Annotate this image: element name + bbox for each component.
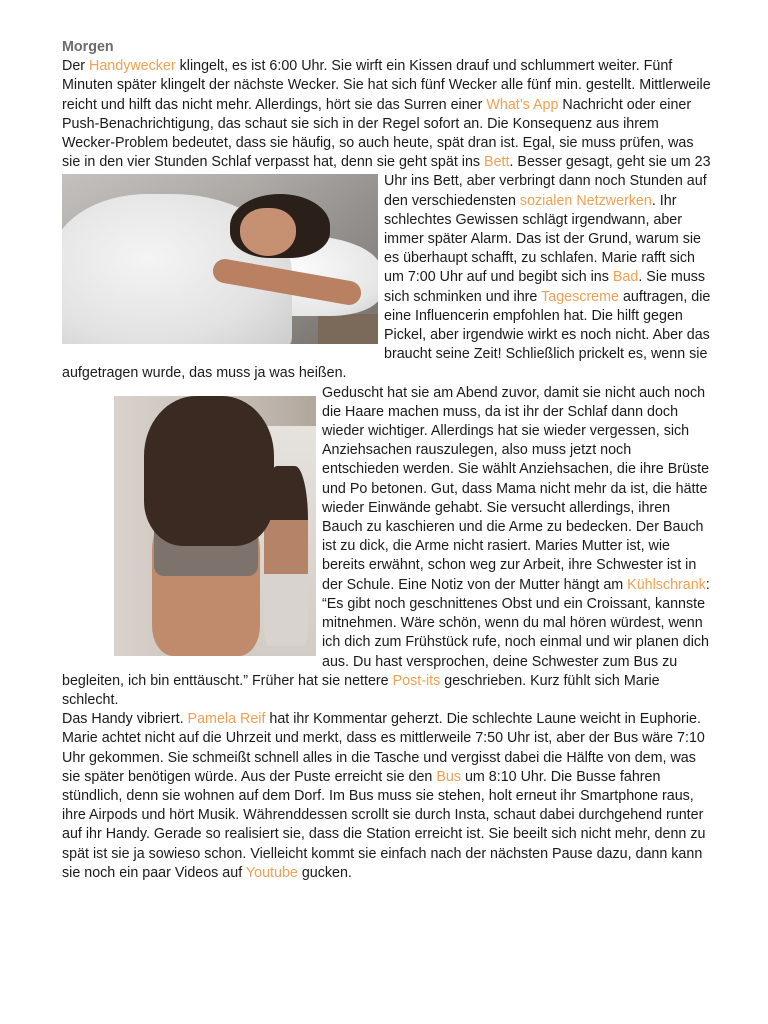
text: gucken. bbox=[297, 864, 352, 881]
article bbox=[62, 38, 712, 883]
text: . Ihr schlechtes Gewissen schlägt irgendwann, aber immer später Alarm. Das ist der Grund, warum sie es überhaupt schafft, zu schlafen. Marie rafft sich um 7:00 Uhr auf und begibt sich ins bbox=[384, 192, 702, 286]
link-handywecker[interactable]: Handywecker bbox=[89, 58, 176, 75]
text: : “Es gibt noch geschnittenes Obst und ein Croissant, kannste mitnehmen. Wäre schön, wenn du mal hören würdest, wenn ich dich zum Frühstück rufe, noch einmal und wir planen dich aus. Du hast versprochen, deine Schwester zum Bus zu begleiten, ich bin enttäuscht.” Früher hat sie nettere bbox=[62, 576, 710, 689]
text[interactable]: Bett bbox=[484, 154, 510, 171]
text: klingelt, es ist 6:00 Uhr. Sie wirft ein Kissen drauf und schlummert weiter. Fünf Minuten später klingelt der nächste Wecker. Sie hat sich fünf Wecker alle fünf min. gestellt. Mittlerweile reicht und hilft das nicht mehr. Allerdings, hört sie das Surren einer bbox=[62, 58, 711, 113]
link-kuehlschrank[interactable]: Kühlschrank bbox=[627, 576, 706, 593]
text: geschrieben. Kurz fühlt sich Marie schlecht. bbox=[62, 672, 660, 708]
paragraph-2 bbox=[62, 384, 712, 710]
photo-girl-at-mirror bbox=[114, 396, 316, 656]
section-heading: Morgen bbox=[62, 39, 114, 55]
link-bus[interactable]: Bus bbox=[436, 768, 461, 785]
text: Nachricht oder einer Push-Benachrichtigung, das schaut sie sich in der Regel sofort an. Die Konsequenz aus ihrem Wecker-Problem bedeutet, dass sie häufig, so auch heute, spät dran ist. Egal, sie muss prüfen, was sie in den vier Stunden Schlaf verpasst hat, denn sie geht spät ins bbox=[62, 96, 694, 171]
text: um 8:10 Uhr. Die Busse fahren stündlich, denn sie wohnen auf dem Dorf. Im Bus muss sie stehen, holt erneut ihr Smartphone raus, ihre Airpods und hört Musik. Währenddessen scrollt sie durch Insta, schaut dabei durchgehend runter auf ihr Handy. Gerade so realisiert sie, dass die Station erreicht ist. Sie beeilt sich nicht mehr, denn zu spät ist sie ja sowieso schon. Vielleicht kommt sie einfach nach der nächsten Pause dazu, dann kann sie noch ein paar Videos auf bbox=[62, 768, 706, 881]
text: auftragen, die eine Influencerin empfohlen hat. Die hilft gegen Pickel, aber irgendwie wirkt es noch nicht. Aber das braucht seine Zeit! Schließlich prickelt es, wenn sie aufgetragen wurde, das muss ja was heißen. bbox=[62, 288, 711, 382]
text: . Sie muss sich schminken und ihre bbox=[384, 269, 706, 305]
text: Der bbox=[62, 58, 90, 75]
text: hat ihr Kommentar geherzt. Die schlechte Laune weicht in Euphorie. Marie achtet nicht auf die Uhrzeit und merkt, dass es mittlerweile 7:50 Uhr ist, aber der Bus wäre 7:10 Uhr gekommen. Sie schmeißt schnell alles in die Tasche und vergisst dabei die Hälfte von dem, was sie später benötigen würde. Aus der Puste erreicht sie den bbox=[62, 711, 705, 785]
link-whatsapp[interactable]: What’s App bbox=[486, 96, 559, 113]
link-bad[interactable]: Bad bbox=[612, 269, 639, 286]
link-post-its[interactable]: Post-its bbox=[392, 672, 441, 689]
link-tagescreme[interactable]: Tagescreme bbox=[541, 288, 619, 305]
link-soziale-netzwerke[interactable]: sozialen Netzwerken bbox=[519, 192, 652, 209]
text: Das Handy vibriert. bbox=[62, 711, 188, 728]
link-pamela-reif[interactable]: Pamela Reif bbox=[187, 711, 266, 728]
paragraph-1 bbox=[62, 57, 712, 383]
text: . Besser gesagt, geht sie um 23 Uhr ins Bett, aber verbringt dann noch Stunden auf den verschiedensten bbox=[384, 154, 711, 209]
text: Geduscht hat sie am Abend zuvor, damit sie nicht auch noch die Haare machen muss, da ist ihr der Schlaf dann doch wieder wichtiger. Allerdings hat sie wieder vergessen, sich Anziehsachen rauszulegen, also muss jetzt noch entschieden werden. Sie wählt Anziehsachen, die ihre Brüste und Po betonen. Gut, dass Mama nicht mehr da ist, die hätte wieder Einwände gehabt. Sie versucht allerdings, ihren Bauch zu kaschieren und die Arme zu bedecken. Der Bauch ist zu dick, die Arme nicht rasiert. Maries Mutter ist, wie bereits erwähnt, schon weg zur Arbeit, ihre Schwester ist in der Schule. Eine Notiz von der Mutter hängt am bbox=[322, 384, 710, 593]
link-youtube[interactable]: Youtube bbox=[245, 864, 298, 881]
paragraph-3 bbox=[62, 710, 712, 883]
photo-girl-in-bed bbox=[62, 174, 378, 344]
